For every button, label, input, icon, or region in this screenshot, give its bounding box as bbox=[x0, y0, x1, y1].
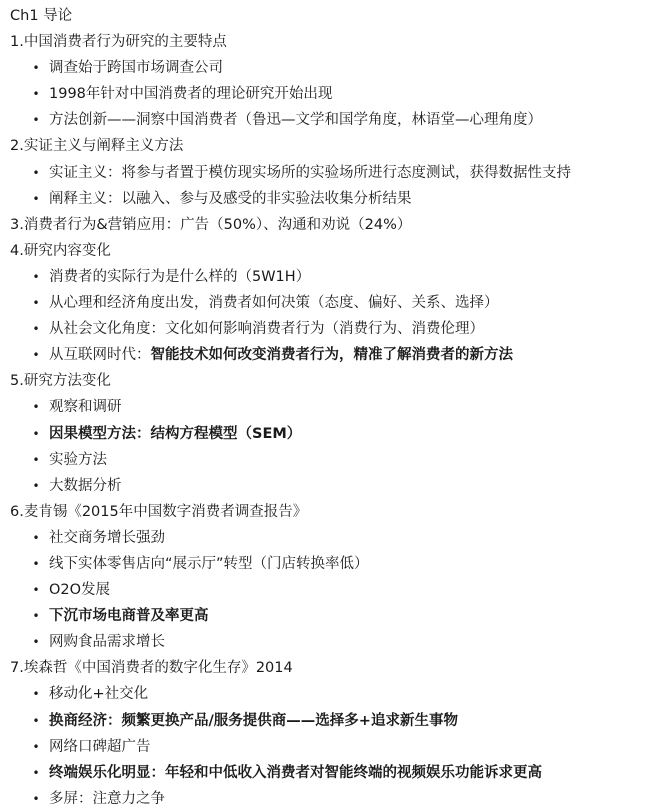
bullet-icon: • bbox=[32, 269, 40, 284]
bullet-icon: • bbox=[32, 191, 40, 206]
bullet-icon: • bbox=[32, 713, 40, 728]
chapter-title: Ch1 导论 bbox=[10, 8, 73, 24]
bullet-icon: • bbox=[32, 113, 40, 128]
bullet-icon: • bbox=[32, 322, 40, 337]
bullet-icon: • bbox=[32, 609, 40, 624]
bullet-icon: • bbox=[32, 165, 40, 180]
list-item: • 调查始于跨国市场调查公司 bbox=[10, 55, 650, 81]
list-item: • 网购食品需求增长 bbox=[10, 629, 650, 655]
list-item: • 终端娱乐化明显：年轻和中低收入消费者对智能终端的视频娱乐功能诉求更高 bbox=[10, 760, 650, 786]
bullet-icon: • bbox=[32, 687, 40, 702]
bullet-icon: • bbox=[32, 765, 40, 780]
list-item: • O2O发展 bbox=[10, 577, 650, 603]
list-item: • 网络口碑超广告 bbox=[10, 734, 650, 760]
list-item: • 实证主义：将参与者置于模仿现实场所的实验场所进行态度测试，获得数据性支持 bbox=[10, 160, 650, 186]
list-item: • 线下实体零售店向“展示厅”转型（门店转换率低） bbox=[10, 551, 650, 577]
bullet-icon: • bbox=[32, 556, 40, 571]
section-heading: 2.实证主义与阐释主义方法 bbox=[10, 138, 184, 155]
section-heading: 7.埃森哲《中国消费者的数字化生存》2014 bbox=[10, 660, 293, 677]
list-item: • 从心理和经济角度出发，消费者如何决策（态度、偏好、关系、选择） bbox=[10, 290, 650, 316]
list-item: • 消费者的实际行为是什么样的（5W1H） bbox=[10, 264, 650, 290]
section-heading: 5.研究方法变化 bbox=[10, 373, 111, 390]
list-item: • 大数据分析 bbox=[10, 473, 650, 499]
section-heading: 4.研究内容变化 bbox=[10, 242, 111, 259]
bullet-icon: • bbox=[32, 296, 40, 311]
bullet-icon: • bbox=[32, 400, 40, 415]
list-item: • 从社会文化角度：文化如何影响消费者行为（消费行为、消费伦理） bbox=[10, 316, 650, 342]
bullet-icon: • bbox=[32, 452, 40, 467]
bullet-icon: • bbox=[32, 530, 40, 545]
list-item: • 观察和调研 bbox=[10, 394, 650, 420]
bullet-icon: • bbox=[32, 635, 40, 650]
bullet-icon: • bbox=[32, 348, 40, 363]
section-heading: 6.麦肯锡《2015年中国数字消费者调查报告》 bbox=[10, 503, 308, 520]
list-item: • 1998年针对中国消费者的理论研究开始出现 bbox=[10, 81, 650, 107]
bullet-icon: • bbox=[32, 426, 40, 441]
section-heading: 3.消费者行为&营销应用：广告（50%）、沟通和劝说（24%） bbox=[10, 216, 412, 233]
bullet-icon: • bbox=[32, 478, 40, 493]
bullet-icon: • bbox=[32, 61, 40, 76]
list-item: • 移动化+社交化 bbox=[10, 681, 650, 707]
list-item: • 换商经济：频繁更换产品/服务提供商——选择多+追求新生事物 bbox=[10, 708, 650, 734]
bullet-icon: • bbox=[32, 739, 40, 754]
list-item: • 实验方法 bbox=[10, 447, 650, 473]
bullet-icon: • bbox=[32, 791, 40, 806]
list-item: • 多屏：注意力之争 bbox=[10, 786, 650, 812]
list-item: • 社交商务增长强劲 bbox=[10, 525, 650, 551]
list-item: • 下沉市场电商普及率更高 bbox=[10, 603, 650, 629]
section-heading: 1.中国消费者行为研究的主要特点 bbox=[10, 34, 227, 51]
bullet-icon: • bbox=[32, 583, 40, 598]
list-item: • 从互联网时代：智能技术如何改变消费者行为，精准了解消费者的新方法 bbox=[10, 342, 650, 368]
list-item: • 阐释主义：以融入、参与及感受的非实验法收集分析结果 bbox=[10, 186, 650, 212]
list-item: • 方法创新——洞察中国消费者（鲁迅—文学和国学角度，林语堂—心理角度） bbox=[10, 107, 650, 133]
list-item: • 因果模型方法：结构方程模型（SEM） bbox=[10, 421, 650, 447]
bullet-icon: • bbox=[32, 87, 40, 102]
